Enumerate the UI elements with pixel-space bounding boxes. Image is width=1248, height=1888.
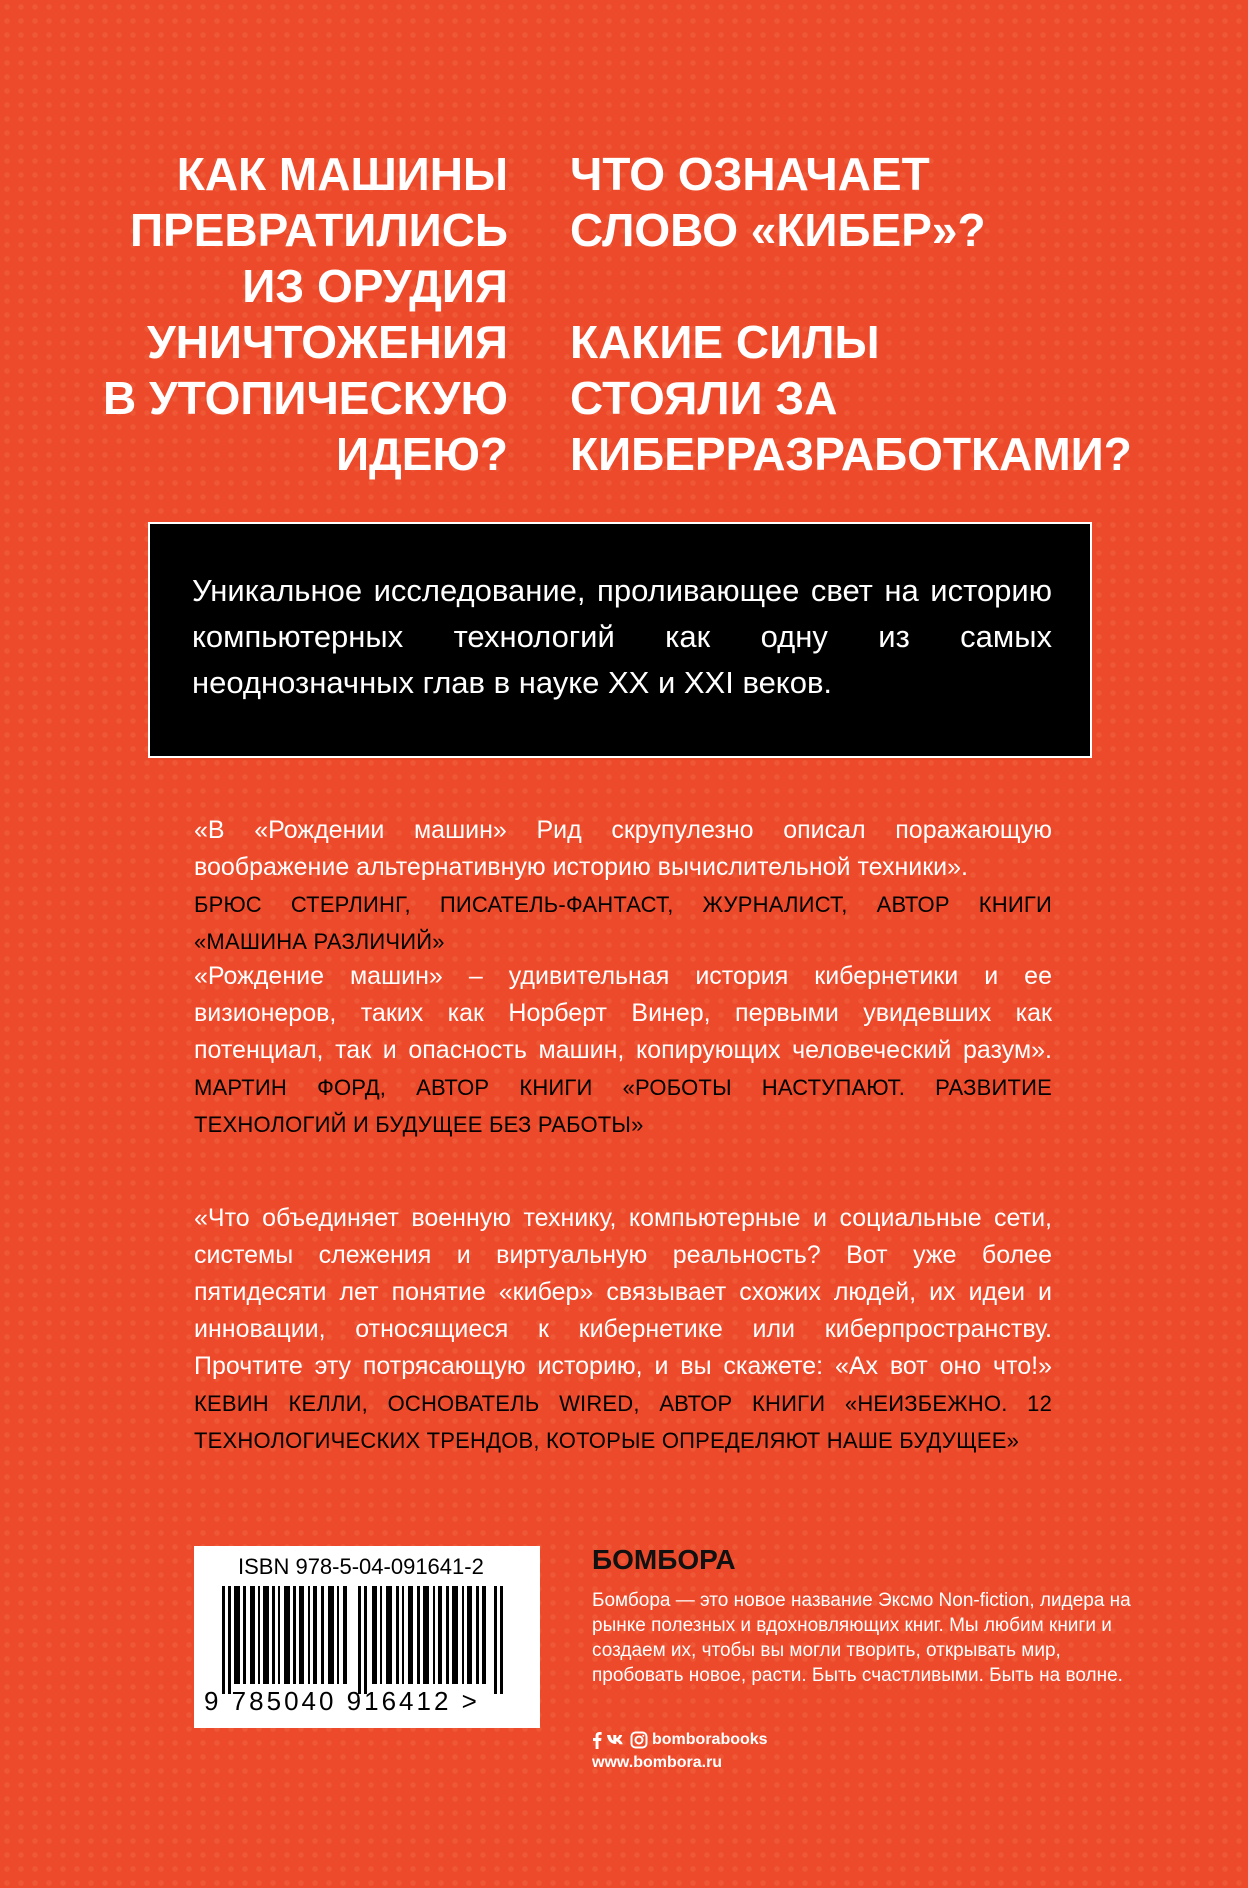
question-right-line: ЧТО ОЗНАЧАЕТ xyxy=(570,148,930,200)
isbn-label: ISBN 978-5-04-091641-2 xyxy=(238,1554,484,1579)
review-author: КЕВИН КЕЛЛИ, ОСНОВАТЕЛЬ WIRED, АВТОР КНИГИ «НЕИЗБЕЖНО. 12 ТЕХНОЛОГИЧЕСКИХ ТРЕНДОВ, КОТОРЫЕ ОПРЕДЕЛЯЮТ НАШЕ БУДУЩЕЕ» xyxy=(194,1391,1052,1453)
isbn-barcode xyxy=(194,1546,540,1728)
question-left-line: ПРЕВРАТИЛИСЬ xyxy=(130,204,508,256)
question-right xyxy=(570,146,1190,482)
question-left-line: КАК МАШИНЫ xyxy=(176,148,508,200)
summary-box xyxy=(148,522,1092,758)
review-blurb xyxy=(194,1200,1052,1459)
review-quote: «Рождение машин» – удивительная история кибернетики и ее визионеров, таких как Норберт Винер, первыми увидевших как потенциал, так и опасность машин, копирующих человеческий разум». xyxy=(194,962,1052,1064)
review-author: МАРТИН ФОРД, АВТОР КНИГИ «РОБОТЫ НАСТУПАЮТ. РАЗВИТИЕ ТЕХНОЛОГИЙ И БУДУЩЕЕ БЕЗ РАБОТЫ» xyxy=(194,1075,1052,1137)
question-left-line: УНИЧТОЖЕНИЯ xyxy=(147,316,508,368)
instagram-icon[interactable] xyxy=(630,1731,648,1749)
question-left-line: ИДЕЮ? xyxy=(335,428,508,480)
question-right-line: СТОЯЛИ ЗА xyxy=(570,372,838,424)
vk-icon[interactable] xyxy=(606,1733,626,1747)
social-links xyxy=(592,1728,768,1752)
review-blurb xyxy=(194,958,1052,1143)
question-right-line: СЛОВО «КИБЕР»? xyxy=(570,204,986,256)
review-author: БРЮС СТЕРЛИНГ, ПИСАТЕЛЬ-ФАНТАСТ, ЖУРНАЛИСТ, АВТОР КНИГИ «МАШИНА РАЗЛИЧИЙ» xyxy=(194,892,1052,954)
question-left-line: В УТОПИЧЕСКУЮ xyxy=(103,372,508,424)
barcode-digits: 9 785040 916412 > xyxy=(204,1686,480,1716)
publisher-name: БОМБОРА xyxy=(592,1544,736,1575)
review-quote: «В «Рождении машин» Рид скрупулезно описал поражающую воображение альтернативную историю вычислительной техники». xyxy=(194,816,1052,881)
social-handle[interactable]: bomborabooks xyxy=(652,1731,768,1748)
question-right-line: КАКИЕ СИЛЫ xyxy=(570,316,880,368)
publisher-description: Бомбора — это новое название Эксмо Non-fiction, лидера на рынке полезных и вдохновляющих книг. Мы любим книги и создаем их, чтобы вы могли творить, открывать мир, пробовать новое, расти. Быть счастливыми. Быть на волне. xyxy=(592,1590,1131,1686)
question-left xyxy=(100,146,508,482)
question-left-line: ИЗ ОРУДИЯ xyxy=(242,260,508,312)
facebook-icon[interactable] xyxy=(592,1731,602,1749)
review-quote: «Что объединяет военную технику, компьютерные и социальные сети, системы слежения и виртуальную реальность? Вот уже более пятидесяти лет понятие «кибер» связывает схожих людей, их идеи и инновации, относящиеся к кибернетике или киберпространству. Прочтите эту потрясающую историю, и вы скажете: «Ах вот оно что!» xyxy=(194,1204,1052,1380)
review-blurb xyxy=(194,812,1052,960)
barcode-bars xyxy=(222,1586,512,1694)
publisher-website[interactable]: www.bombora.ru xyxy=(592,1754,723,1771)
summary-text: Уникальное исследование, проливающее свет на историю компьютерных технологий как одну из самых неоднозначных глав в науке XX и XXI веков. xyxy=(192,573,1052,700)
question-right-line: КИБЕРРАЗРАБОТКАМИ? xyxy=(570,428,1132,480)
